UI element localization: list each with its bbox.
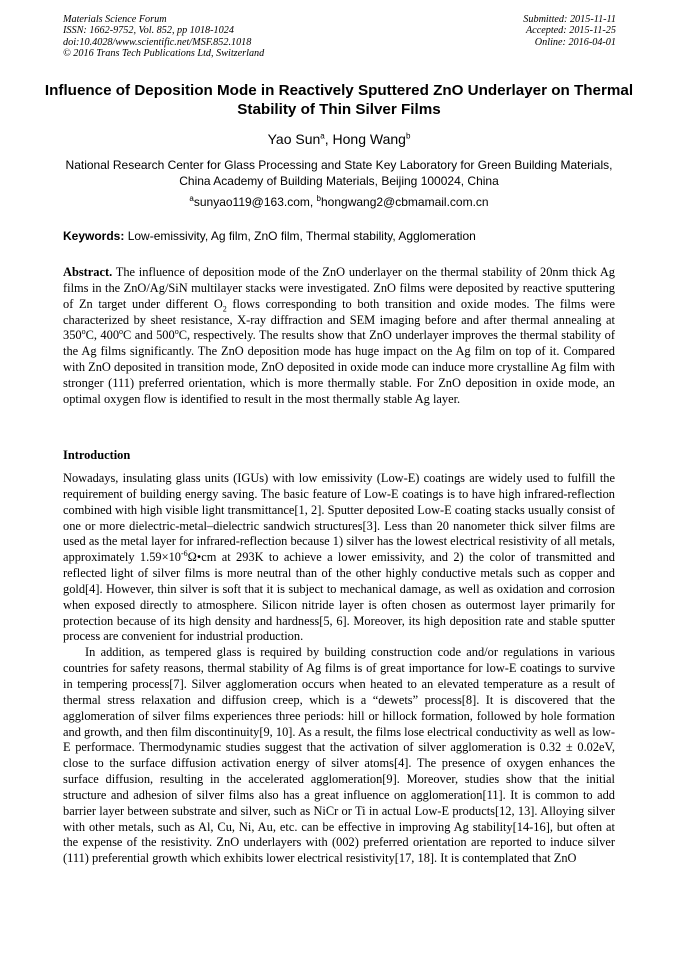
abstract-text: C, respectively. The results show that ZnO underlayer improves the thermal stability of the Ag films significantly. The ZnO deposition mode has huge impact on the Ag film on top of it. Compared with ZnO deposited in transition mode, ZnO deposited in oxide mode can induce more crystalline Ag film with stronger (111) preferred orientation, which is more thermally stable. For ZnO deposition in oxide mode, an optimal oxygen flow is identified to result in the most thermally stable Ag layer. <box>63 328 615 406</box>
keywords <box>63 229 623 244</box>
abstract-text: C, 400 <box>85 328 120 343</box>
abstract-label: Abstract. <box>63 265 113 279</box>
journal-issn: ISSN: 1662-9752, Vol. 852, pp 1018-1024 <box>63 25 234 37</box>
section-heading-introduction: Introduction <box>63 448 131 462</box>
author-affiliation-mark: b <box>405 131 411 141</box>
paragraph <box>63 471 615 645</box>
author-separator: , <box>324 131 333 147</box>
email-mark: a <box>189 194 194 203</box>
email-address: hongwang2@cbmamail.com.cn <box>321 195 489 209</box>
keywords-text: Low-emissivity, Ag film, ZnO film, Thermal stability, Agglomeration <box>124 229 476 243</box>
author-name: Yao Sun <box>267 131 321 147</box>
abstract <box>63 265 615 408</box>
affiliation: National Research Center for Glass Processing and State Key Laboratory for Green Building Materials, China Academy of Building Materials, Beijing 100024, China <box>65 158 613 188</box>
author-name: Hong Wang <box>332 131 406 147</box>
email-address: sunyao119@163.com, <box>193 195 317 209</box>
degree-mark: o <box>119 327 124 337</box>
degree-mark: o <box>174 327 179 337</box>
accepted-date: Accepted: 2015-11-25 <box>525 25 616 37</box>
paragraph-text: Ω•cm at 293K to achieve a lower emissivity, and 2) the color of transmitted and reflected light of silver films is more neutral than of the other highly conductive metals such as copper and gold[4]. However, thin silver is soft that it is subject to mechanical damage, as well as oxidation and corrosion when exposed directly to atmosphere. Silicon nitride layer is often chosen as outermost layer primarily for protection because of its high density and hardness[5, 6]. Moreover, its high deposition rate and stable sputter process are convenient for industrial production. <box>63 550 615 644</box>
journal-name: Materials Science Forum <box>63 14 167 25</box>
publication-dates <box>523 14 616 48</box>
journal-info <box>63 14 264 60</box>
degree-mark: o <box>81 327 86 337</box>
journal-doi: doi:10.4028/www.scientific.net/MSF.852.1018 <box>63 36 252 48</box>
exponent: -6 <box>181 549 188 559</box>
abstract-text: The influence of deposition mode of the ZnO underlayer on the thermal stability of 20nm thick Ag films in the ZnO/Ag/SiN multilayer stacks were investigated. ZnO films were deposited by reactive sputtering of Zn target under different O <box>63 265 615 311</box>
keywords-label: Keywords: <box>63 229 125 243</box>
author-list <box>0 131 678 148</box>
abstract-text: flows corresponding to both transition and oxide modes. The films were characterized by sheet resistance, X-ray diffraction and SEM imaging before and after thermal annealing at 350 <box>63 296 615 343</box>
paragraph: In addition, as tempered glass is required by building construction code and/or regulations in various countries for safety reasons, thermal stability of Ag films is of great importance for low-E coatings to survive in tempering process[7]. Silver agglomeration occurs when heated to an elevated temperature as a result of thermal stress relaxation and diffusion creep, which is a “dewets” process[8]. It is discovered that the agglomeration of silver films experiences three periods: hill or hillock formation, followed by hole formation and growth, and then film discontinuity[9, 10]. As a result, the films lose electrical conductivity as well as low-E performace. Thermodynamic studies suggest that the activation of silver agglomeration is 0.32 ± 0.02eV, close to the surface diffusion activation energy of silver atoms[4]. The presence of oxygen enhances the surface diffusion, resulting in the accelerated agglomeration[9]. Moreover, studies show that the initial structure and adhesion of silver films also has a great influence on agglomeration[11]. It is common to add barrier layer between substrate and silver, such as NiCr or Ti in actual Low-E products[12, 13]. Alloying silver with other metals, such as Al, Cu, Ni, Au, etc. can be effective in improving Ag stability[14-16], but often at the expense of the resistivity. ZnO underlayers with (002) preferred orientation are reported to induce silver (111) preferential growth which exhibits lower electrical resistivity[17, 18]. It is contemplated that ZnO <box>63 645 615 866</box>
paragraph-text: Nowadays, insulating glass units (IGUs) with low emissivity (Low-E) coatings are widely used to fulfill the requirement of building energy saving. The basic feature of Low-E coatings is to have high infrared-reflection combined with high visible light transmittance[1, 2]. Sputter deposited Low-E coating stacks usually consist of one or more dielectric-metal–dielectric sandwich structures[3]. Less than 20 nanometer thick silver films are used as the metal layer for infrared-reflection because 1) silver has the lowest electrical resistivity of all metals, approximately 1.59×10 <box>63 471 615 565</box>
subscript: 2 <box>222 304 227 314</box>
abstract-text: C and 500 <box>123 328 175 343</box>
author-affiliation-mark: a <box>320 131 325 141</box>
online-date: Online: 2016-04-01 <box>534 36 616 48</box>
author-emails <box>0 195 678 210</box>
journal-copyright: © 2016 Trans Tech Publications Ltd, Switzerland <box>63 48 265 60</box>
paper-title: Influence of Deposition Mode in Reactively Sputtered ZnO Underlayer on Thermal Stability of Thin Silver Films <box>44 82 634 118</box>
introduction-body <box>63 471 615 867</box>
submitted-date: Submitted: 2015-11-11 <box>523 14 616 25</box>
email-mark: b <box>316 194 321 203</box>
